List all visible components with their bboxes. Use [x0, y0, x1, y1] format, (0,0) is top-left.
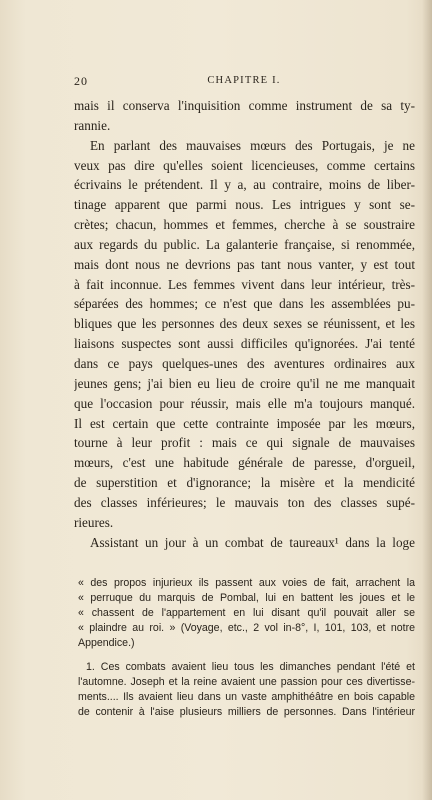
text-line: mais dont nous ne devrions pas tant nous vanter, y est tout: [74, 256, 415, 272]
text-line: séparées des hommes; ce n'est que dans les assemblées pu-: [74, 296, 415, 312]
footnote-line: 1. Ces combats avaient lieu tous les dimanches pendant l'été et: [86, 661, 415, 673]
page-number: 20: [74, 74, 88, 88]
text-line: bliques que les personnes des deux sexes se réunissent, et les: [74, 316, 415, 332]
text-line: que l'occasion pour réussir, mais elle m'a toujours manqué.: [74, 395, 415, 411]
text-line: mœurs, c'est une habitude générale de paresse, d'orgueil,: [74, 455, 415, 471]
page-edge-shadow: [422, 0, 432, 800]
text-line: crètes; chacun, hommes et femmes, cherche à se soustraire: [74, 217, 415, 233]
text-line: veux pas dire qu'elles soient licencieuses, comme certains: [74, 157, 415, 173]
text-line: En parlant des mauvaises mœurs des Portugais, je ne: [90, 137, 415, 153]
text-line: mais il conserva l'inquisition comme instrument de sa ty-: [74, 98, 415, 113]
quote-line: « perruque du marquis de Pombal, lui en battent les joues et le: [78, 591, 415, 604]
text-line: jeunes gens; j'ai bien eu lieu de croire qu'il ne me manquait: [74, 375, 415, 391]
text-line: écrivains le prétendent. Il y a, au contraire, moins de liber-: [74, 177, 415, 193]
running-title: CHAPITRE I.: [207, 75, 281, 86]
footnote: [78, 660, 415, 720]
running-header: [74, 74, 414, 90]
text-line: tinage apparent que parmi nous. Les intrigues y sont se-: [74, 197, 415, 213]
text-line: dans ce pays quelques-unes des aventures ordinaires aux: [74, 355, 415, 371]
text-line: des classes inférieures; le mauvais ton des classes supé-: [74, 494, 415, 510]
text-line: à fait inconnue. Les femmes vivent dans leur intérieur, très-: [74, 276, 415, 292]
text-line: Il est certain que cette contrainte imposée par les mœurs,: [74, 415, 415, 431]
text-line: de superstition et d'ignorance; la misère et la mendicité: [74, 475, 415, 491]
text-line: liaisons suspectes sont aussi difficiles qu'ignorées. J'ai tenté: [74, 336, 415, 352]
quote-line: « des propos injurieux ils passent aux voies de fait, arrachent la: [78, 577, 415, 589]
text-line: rieures.: [74, 514, 114, 530]
footnote-line: ments.... Ils avaient lieu dans un vaste amphithéâtre en bois capable: [78, 690, 415, 703]
main-text: [74, 96, 415, 552]
footnote-line: de contenir à l'aise plusieurs milliers de personnes. Dans l'intérieur: [78, 705, 415, 718]
quote-line: Appendice.): [78, 636, 135, 649]
text-line: aux regards du public. La galanterie française, si renommée,: [74, 236, 415, 252]
text-line: tourne à leur profit : mais ce qui signale de mauvaises: [74, 435, 415, 451]
quote-note-continuation: [78, 576, 415, 651]
text-line: Assistant un jour à un combat de taureaux¹ dans la loge: [90, 534, 415, 550]
quote-line: « chassent de l'appartement en lui disant qu'il pouvait aller se: [78, 606, 415, 619]
footnote-line: l'automne. Joseph et la reine avaient une passion pour ces divertisse-: [78, 675, 415, 688]
text-line: rannie.: [74, 117, 111, 133]
quote-line: « plaindre au roi. » (Voyage, etc., 2 vol in-8°, I, 101, 103, et notre: [78, 621, 415, 634]
